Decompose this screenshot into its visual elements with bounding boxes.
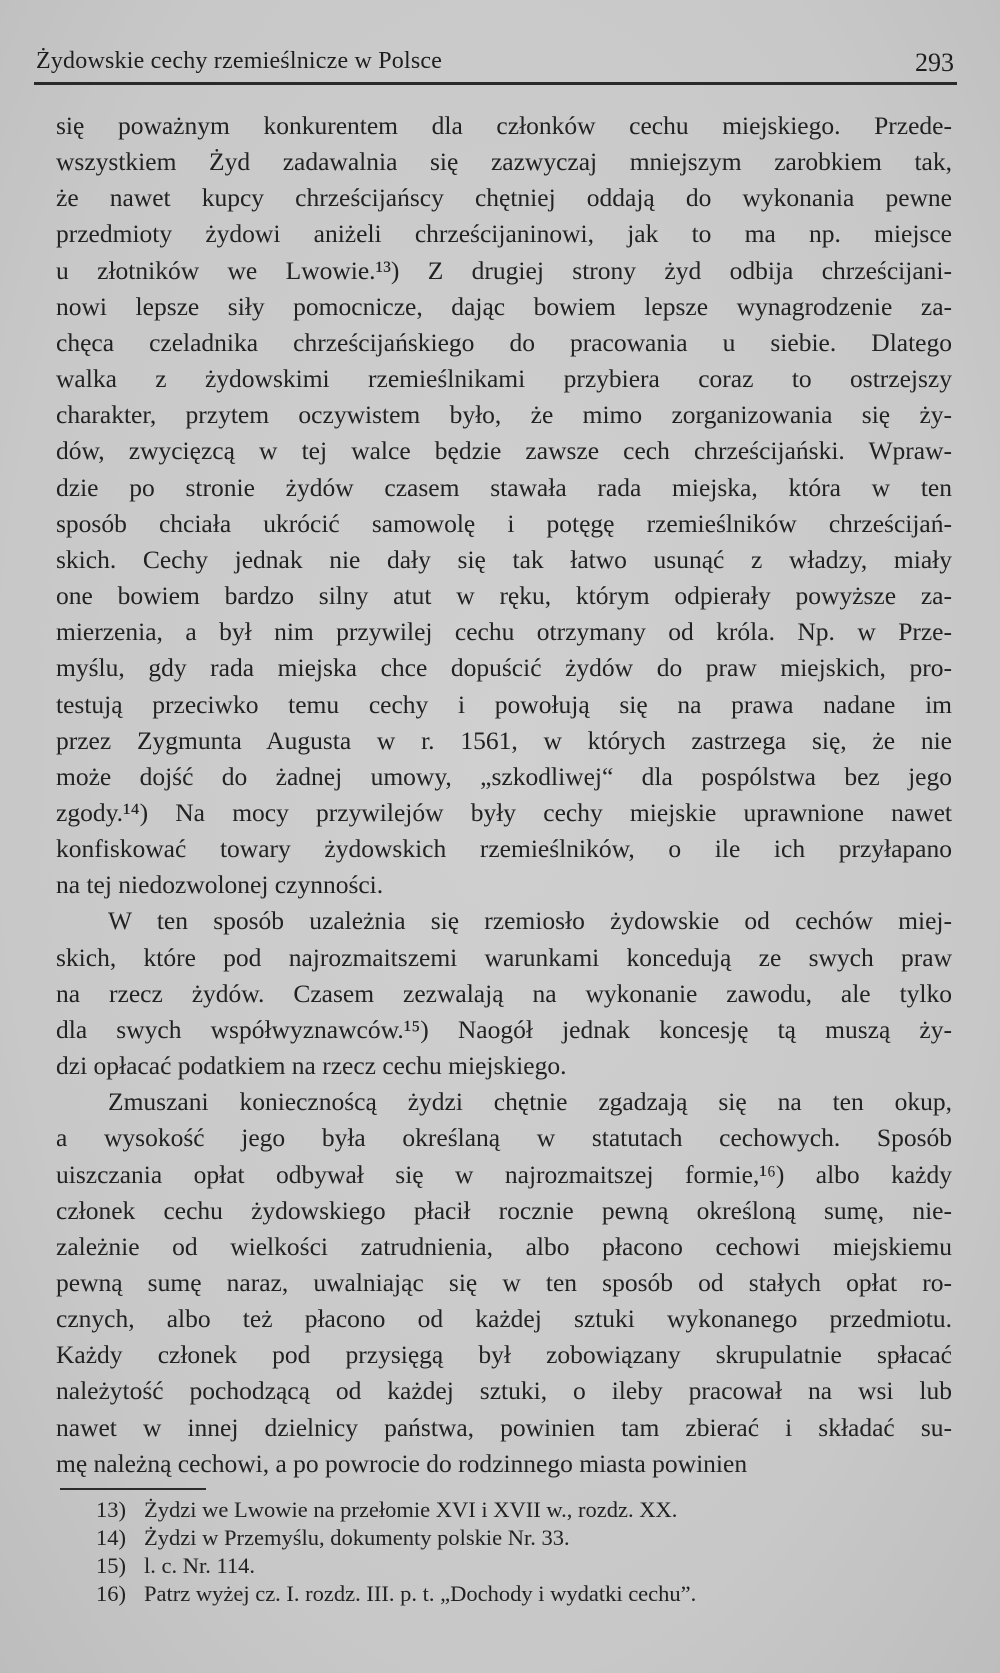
text-line: się poważnym konkurentem dla członków cechu miejskiego. Przede- [56, 111, 952, 140]
text-line: członek cechu żydowskiego płacił rocznie pewną określoną sumę, nie- [56, 1195, 952, 1225]
text-line: mierzenia, a był nim przywilej cechu otrzymany od króla. Np. w Prze- [56, 617, 952, 647]
header-rule [34, 82, 957, 85]
text-line: testują przeciwko temu cechy i powołują się na prawa nadane im [56, 689, 952, 719]
text-line: pewną sumę naraz, uwalniając się w ten sposób od stałych opłat ro- [56, 1268, 952, 1297]
text-line: dów, zwycięzcą w tej walce będzie zawsze cech chrześcijański. Wpraw- [56, 436, 952, 466]
footnote-text: Żydzi w Przemyślu, dokumenty polskie Nr. 33. [144, 1525, 570, 1550]
text-line: skich, które pod najrozmaitszemi warunkami koncedują ze swych praw [56, 942, 952, 972]
text-line: dzi opłacać podatkiem na rzecz cechu miejskiego. [56, 1051, 567, 1081]
text-line: myślu, gdy rada miejska chce dopuścić żydów do praw miejskich, pro- [56, 653, 952, 683]
text-line: walka z żydowskimi rzemieślnikami przybiera coraz to ostrzejszy [56, 364, 952, 394]
text-line: skich. Cechy jednak nie dały się tak łatwo usunąć z władzy, miały [56, 544, 952, 574]
footnote-text: Patrz wyżej cz. I. rozdz. III. p. t. „Dochody i wydatki cechu”. [144, 1581, 697, 1606]
page-number: 293 [915, 48, 954, 77]
text-line: zależnie od wielkości zatrudnienia, albo płacono cechowi miejskiemu [56, 1231, 952, 1261]
footnote-text: Żydzi we Lwowie na przełomie XVI i XVII w., rozdz. XX. [144, 1497, 678, 1522]
text-line: przedmioty żydowi aniżeli chrześcijaninowi, jak to ma np. miejsce [56, 219, 952, 249]
footnote-rule [60, 1488, 206, 1490]
text-line: może dojść do żadnej umowy, „szkodliwej“ dla pospólstwa bez jego [56, 761, 952, 791]
page-header [36, 48, 956, 80]
paragraph-3 [56, 1084, 952, 1482]
text-line: zgody.¹⁴) Na mocy przywilejów były cechy miejskie uprawnione nawet [56, 797, 952, 827]
text-line: należytość pochodzącą od każdej sztuki, o ileby pracował na wsi lub [56, 1376, 952, 1406]
text-line: na rzecz żydów. Czasem zezwalają na wykonanie zawodu, ale tylko [56, 978, 952, 1008]
footnote-number: 14) [96, 1525, 126, 1550]
footnote [96, 1496, 956, 1524]
text-line: a wysokość jego była określaną w statutach cechowych. Sposób [56, 1123, 952, 1153]
footnote [96, 1580, 956, 1608]
footnote-number: 16) [96, 1581, 126, 1606]
paragraph-2 [56, 903, 952, 1084]
text-line: sposób chciała ukrócić samowolę i potęgę rzemieślników chrześcijań- [56, 508, 952, 538]
text-line: dla swych współwyznawców.¹⁵) Naogół jednak koncesję tą muszą ży- [56, 1014, 952, 1044]
text-line: wszystkiem Żyd zadawalnia się zazwyczaj mniejszym zarobkiem tak, [56, 147, 952, 177]
text-line: Zmuszani koniecznoścą żydzi chętnie zgadzają się na ten okup, [108, 1087, 952, 1117]
footnote [96, 1552, 956, 1580]
body-text [56, 108, 952, 1482]
text-line: że nawet kupcy chrześcijańscy chętniej oddają do wykonania pewne [56, 183, 952, 213]
text-line: chęca czeladnika chrześcijańskiego do pracowania u siebie. Dlatego [56, 327, 952, 357]
text-line: uiszczania opłat odbywał się w najrozmaitszej formie,¹⁶) albo każdy [56, 1159, 952, 1189]
text-line: Każdy członek pod przysięgą był zobowiązany skrupulatnie spłacać [56, 1340, 952, 1370]
text-line: mę należną cechowi, a po powrocie do rodzinnego miasta powinien [56, 1448, 748, 1478]
text-line: na tej niedozwolonej czynności. [56, 870, 384, 900]
footnote-number: 13) [96, 1497, 126, 1522]
text-line: nawet w innej dzielnicy państwa, powinien tam zbierać i składać su- [56, 1412, 952, 1442]
running-title: Żydowskie cechy rzemieślnicze w Polsce [36, 48, 443, 74]
text-line: nowi lepsze siły pomocnicze, dając bowiem lepsze wynagrodzenie za- [56, 291, 952, 321]
text-line: charakter, przytem oczywistem było, że mimo zorganizowania się ży- [56, 400, 952, 430]
text-line: konfiskować towary żydowskich rzemieślników, o ile ich przyłapano [56, 834, 952, 864]
text-line: one bowiem bardzo silny atut w ręku, którym odpierały powyższe za- [56, 581, 952, 611]
footnote-number: 15) [96, 1553, 126, 1578]
text-line: u złotników we Lwowie.¹³) Z drugiej strony żyd odbija chrześcijani- [56, 255, 952, 285]
text-line: przez Zygmunta Augusta w r. 1561, w których zastrzega się, że nie [56, 725, 952, 755]
text-line: W ten sposób uzależnia się rzemiosło żydowskie od cechów miej- [108, 906, 952, 936]
footnotes [96, 1496, 956, 1608]
text-line: cznych, albo też płacono od każdej sztuki wykonanego przedmiotu. [56, 1304, 952, 1334]
footnote-text: l. c. Nr. 114. [144, 1553, 256, 1578]
text-line: dzie po stronie żydów czasem stawała rada miejska, która w ten [56, 472, 952, 502]
footnote [96, 1524, 956, 1552]
paragraph-1 [56, 108, 952, 903]
